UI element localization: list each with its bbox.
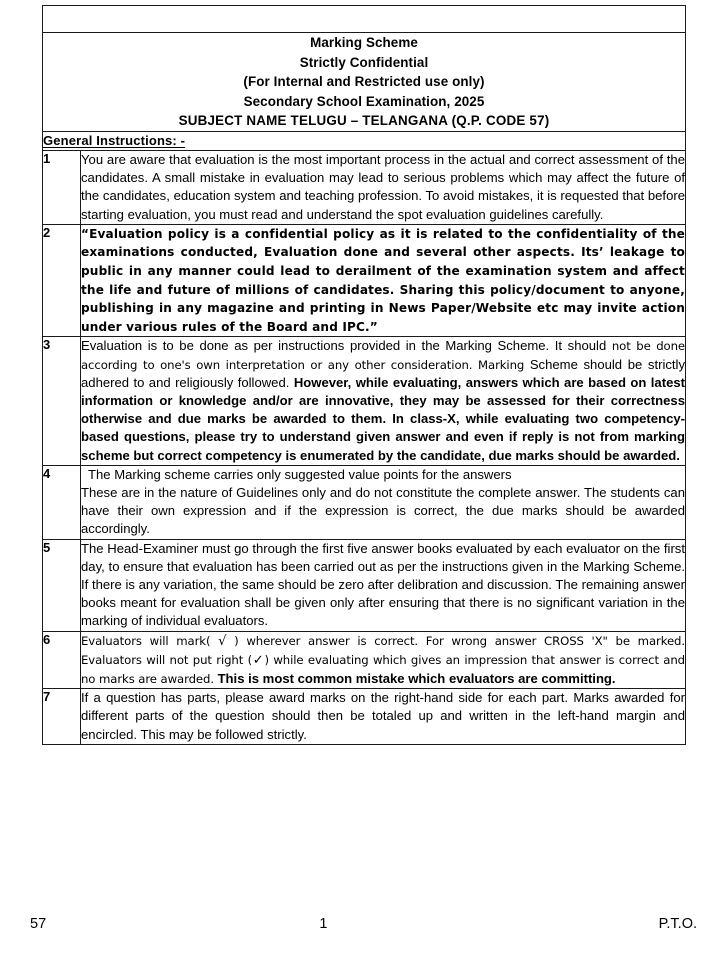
instruction-row <box>43 539 686 631</box>
instruction-text <box>81 539 686 631</box>
instruction-segment: Evaluation is to be done as per instructions provided in the Marking Scheme. It should <box>81 338 612 354</box>
check-mark-thin-icon: √ <box>218 633 227 649</box>
instruction-row <box>43 150 686 224</box>
page-footer <box>30 916 697 932</box>
instruction-segment-bold: However, while evaluating, answers which are based on latest information or knowledge and/or are innovative, they may be assessed for their correctness otherwise and due marks be awarded to them. In class-X, while evaluating two competency-based questions, please try to understand given answer and even if reply is not from marking scheme but correct competency is enumerated by the candidate, due marks should be awarded. <box>81 374 686 463</box>
instruction-text <box>81 224 686 337</box>
instruction-text <box>81 689 686 745</box>
instruction-row <box>43 631 686 689</box>
instruction-segment-light: Evaluators will mark( <box>81 633 219 648</box>
instruction-row <box>43 689 686 745</box>
header-title-subject-code: SUBJECT NAME TELUGU – TELANGANA (Q.P. CODE 57) <box>178 113 550 129</box>
instruction-text <box>81 465 686 539</box>
header-title-marking-scheme: Marking Scheme <box>310 35 418 50</box>
header-title-internal-use: (For Internal and Restricted use only) <box>243 74 485 90</box>
document-header <box>43 33 686 132</box>
general-instructions-heading-row <box>43 131 686 150</box>
header-title-strictly-confidential: Strictly Confidential <box>299 54 429 70</box>
instruction-segment: Scheme should be strictly adhered to and religiously followed. <box>81 356 685 390</box>
instruction-number: 4 <box>43 465 81 539</box>
instruction-segment-bold: This is most common mistake which evaluators are committing. <box>217 671 616 686</box>
instruction-segment-light: not be done according to one's own interpretation or any other consideration. Marking <box>81 339 686 372</box>
marking-scheme-table <box>42 5 686 745</box>
header-row <box>43 33 686 132</box>
instruction-segment-light: ) wherever answer is correct. For wrong answer CROSS 'X" be marked. Evaluators will not put right ( <box>81 633 685 667</box>
instruction-text <box>81 631 686 689</box>
instruction-segment: If a question has parts, please award marks on the right-hand side for each part. Marks awarded for different parts of the question should then be totaled up and written in the left-hand margin and encircled. This may be followed strictly. <box>81 690 685 742</box>
instruction-text <box>81 337 686 465</box>
instruction-number: 6 <box>43 631 81 689</box>
footer-subject-code: 57 <box>30 916 47 932</box>
spacer-cell <box>43 6 686 33</box>
general-instructions-heading-cell <box>43 131 686 150</box>
instruction-number: 3 <box>43 337 81 465</box>
instruction-row <box>43 465 686 539</box>
instruction-line: These are in the nature of Guidelines only and do not constitute the complete answer. The students can have their own expression and if the expression is correct, the due marks should be awarded accordingly. <box>81 484 685 537</box>
instruction-segment-light: ) while evaluating which gives an impression that answer is correct and no marks are awarded. <box>81 652 685 686</box>
instruction-segment-quoted-policy: “Evaluation policy is a confidential policy as it is related to the confidentiality of the examinations conducted, Evaluation done and several other aspects. Its’ leakage to public in any manner could lead to derailment of the examination system and affect the life and future of millions of candidates. Sharing this policy/document to anyone, publishing in any magazine and printing in News Paper/Website etc may invite action under various rules of the Board and IPC.” <box>81 226 685 334</box>
instruction-number: 1 <box>43 150 81 224</box>
footer-page-number: 1 <box>319 916 328 932</box>
instruction-number: 7 <box>43 689 81 745</box>
instruction-row <box>43 224 686 337</box>
footer-pto-label: P.T.O. <box>658 916 697 932</box>
check-mark-bold-icon: ✓ <box>252 652 265 668</box>
instruction-number: 2 <box>43 224 81 337</box>
instruction-text <box>81 150 686 224</box>
table-spacer-row <box>43 6 686 33</box>
instruction-number: 5 <box>43 539 81 631</box>
instruction-segment: You are aware that evaluation is the most important process in the actual and correct assessment of the candidates. A small mistake in evaluation may lead to serious problems which may affect the future of the candidates, education system and teaching profession. To avoid mistakes, it is requested that before starting evaluation, you must read and understand the spot evaluation guidelines carefully. <box>81 151 685 222</box>
general-instructions-title: General Instructions: - <box>43 132 186 148</box>
instruction-segment: The Head-Examiner must go through the first five answer books evaluated by each evaluator on the first day, to ensure that evaluation has been carried out as per the instructions given in the Marking Scheme. If there is any variation, the same should be zero after delibration and discussion. The remaining answer books meant for evaluation shall be given only after ensuring that there is no significant variation in the marking of individual evaluators. <box>81 540 685 629</box>
instruction-line: The Marking scheme carries only suggested value points for the answers <box>88 466 512 482</box>
instruction-row <box>43 337 686 465</box>
header-title-examination-year: Secondary School Examination, 2025 <box>243 93 485 109</box>
